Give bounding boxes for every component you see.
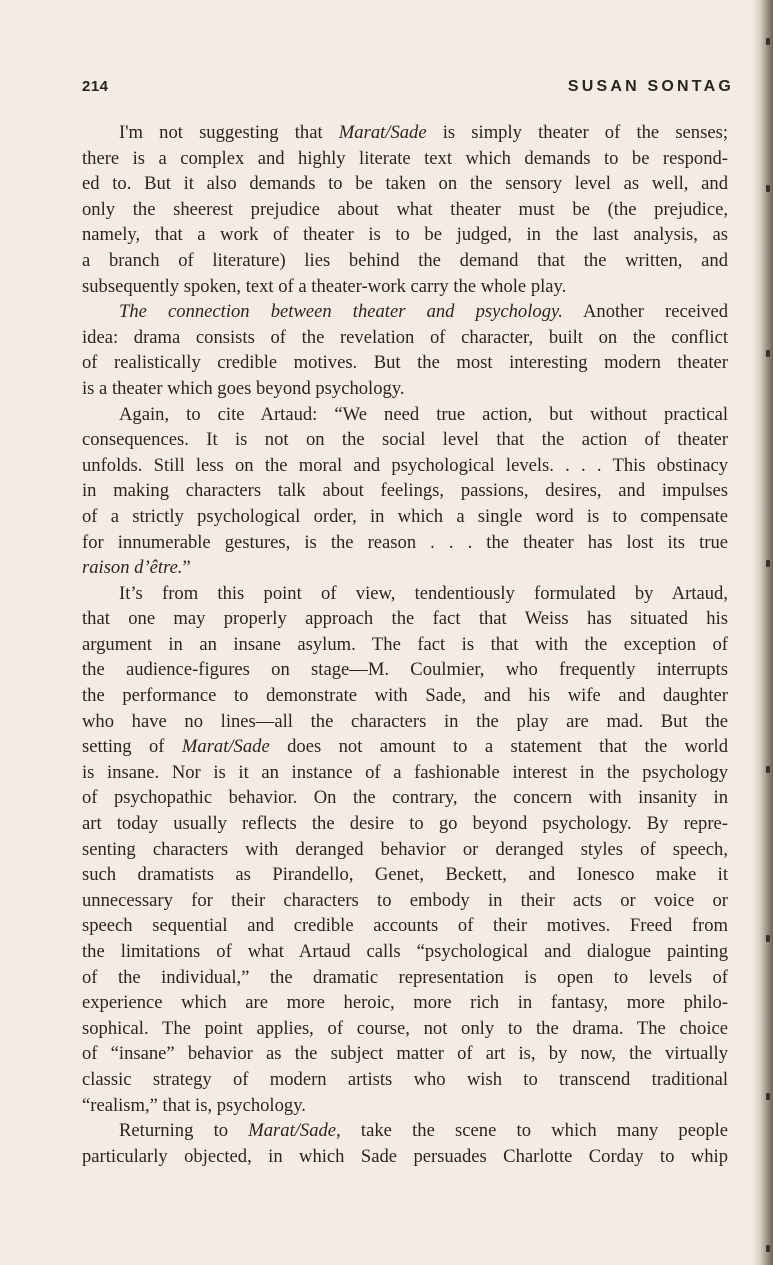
- text-line: [82, 1016, 728, 1042]
- running-head-author: SUSAN SONTAG: [567, 78, 734, 95]
- text-line: [82, 222, 728, 248]
- margin-mark: [766, 1245, 770, 1252]
- margin-mark: [766, 560, 770, 567]
- text-line: [82, 299, 728, 325]
- text-line: [82, 990, 728, 1016]
- text-line: [82, 197, 728, 223]
- text-line: [82, 453, 728, 479]
- text-line: [82, 402, 728, 428]
- text-run: in making characters talk about feelings, passions, desires, and impulses: [82, 480, 728, 502]
- text-run: ed to. But it also demands to be taken on the sensory level as well, and: [82, 173, 728, 195]
- text-line: [82, 274, 728, 300]
- paragraph: [82, 402, 728, 581]
- text-run: the performance to demonstrate with Sade, and his wife and daughter: [82, 685, 728, 707]
- text-line: [82, 811, 728, 837]
- text-line: [82, 913, 728, 939]
- text-line: [82, 581, 728, 607]
- text-run: unfolds. Still less on the moral and psychological levels. . . . This obstinacy: [82, 454, 728, 476]
- text-run: of psychopathic behavior. On the contrary, the concern with insanity in: [82, 787, 728, 809]
- margin-mark: [766, 185, 770, 192]
- paragraph: [82, 299, 728, 401]
- text-run: the audience-figures on stage—M. Coulmier, who frequently interrupts: [82, 659, 728, 681]
- text-run: art today usually reflects the desire to go beyond psychology. By repre-: [82, 813, 728, 835]
- text-run: who have no lines—all the characters in the play are mad. But the: [82, 710, 728, 732]
- text-run: is a theater which goes beyond psychology.: [82, 377, 405, 399]
- text-run: Another received: [562, 301, 728, 323]
- text-run: is simply theater of the senses;: [426, 122, 728, 143]
- text-run: I'm not suggesting that: [119, 122, 339, 143]
- text-line: [82, 888, 728, 914]
- text-line: [82, 1093, 728, 1119]
- text-run: Returning to: [119, 1120, 249, 1142]
- italic-text: raison d’être.: [82, 557, 183, 579]
- text-line: [82, 325, 728, 351]
- margin-mark: [766, 38, 770, 45]
- text-run: subsequently spoken, text of a theater-work carry the whole play.: [82, 275, 567, 297]
- text-line: [82, 965, 728, 991]
- text-line: [82, 248, 728, 274]
- text-line: [82, 1118, 728, 1144]
- text-run: for innumerable gestures, is the reason . . . the theater has lost its true: [82, 531, 728, 553]
- text-line: [82, 530, 728, 556]
- text-line: [82, 709, 728, 735]
- text-run: Again, to cite Artaud: “We need true action, but without practical: [119, 403, 728, 425]
- italic-text: Marat/Sade: [338, 122, 427, 143]
- text-run: speech sequential and credible accounts of their motives. Freed from: [82, 915, 728, 937]
- text-line: [82, 427, 728, 453]
- text-run: sophical. The point applies, of course, not only to the drama. The choice: [82, 1017, 728, 1039]
- text-line: [82, 120, 728, 146]
- text-line: [82, 146, 728, 172]
- page-edge-shadow: [753, 0, 773, 1265]
- page-number: 214: [82, 78, 109, 95]
- text-run: “realism,” that is, psychology.: [82, 1094, 306, 1116]
- text-line: [82, 939, 728, 965]
- italic-text: Marat/Sade: [181, 736, 270, 758]
- text-line: [82, 376, 728, 402]
- text-line: [82, 837, 728, 863]
- margin-mark: [766, 1093, 770, 1100]
- margin-mark: [766, 935, 770, 942]
- text-line: [82, 478, 728, 504]
- text-run: idea: drama consists of the revelation of character, built on the conflict: [82, 326, 728, 348]
- text-run: experience which are more heroic, more rich in fantasy, more philo-: [82, 992, 728, 1014]
- paragraph: [82, 1118, 728, 1169]
- text-run: particularly objected, in which Sade persuades Charlotte Corday to whip: [82, 1145, 728, 1167]
- text-run: classic strategy of modern artists who wish to transcend traditional: [82, 1068, 728, 1090]
- text-run: senting characters with deranged behavior or deranged styles of speech,: [82, 838, 728, 860]
- margin-mark: [766, 350, 770, 357]
- text-line: [82, 683, 728, 709]
- text-run: there is a complex and highly literate text which demands to be respond-: [82, 147, 728, 169]
- text-line: [82, 785, 728, 811]
- text-run: only the sheerest prejudice about what theater must be (the prejudice,: [82, 198, 728, 220]
- text-line: [82, 1041, 728, 1067]
- text-run: argument in an insane asylum. The fact is that with the exception of: [82, 633, 728, 655]
- text-run: of “insane” behavior as the subject matter of art is, by now, the virtually: [82, 1043, 728, 1065]
- text-line: [82, 862, 728, 888]
- text-line: [82, 1067, 728, 1093]
- text-line: [82, 657, 728, 683]
- text-run: is insane. Nor is it an instance of a fashionable interest in the psychology: [82, 761, 728, 783]
- text-run: that one may properly approach the fact that Weiss has situated his: [82, 608, 728, 630]
- text-line: [82, 606, 728, 632]
- text-run: does not amount to a statement that the world: [269, 736, 728, 758]
- text-line: [82, 734, 728, 760]
- text-line: [82, 171, 728, 197]
- text-line: [82, 555, 728, 581]
- body-text: [82, 120, 728, 1169]
- margin-mark: [766, 766, 770, 773]
- text-line: [82, 350, 728, 376]
- running-head: [82, 76, 734, 100]
- text-line: [82, 504, 728, 530]
- text-run: ”: [182, 557, 191, 579]
- text-run: a branch of literature) lies behind the demand that the written, and: [82, 249, 728, 271]
- text-run: of realistically credible motives. But the most interesting modern theater: [82, 352, 728, 374]
- paragraph: [82, 581, 728, 1118]
- italic-text: Marat/Sade: [248, 1120, 337, 1142]
- text-run: of a strictly psychological order, in which a single word is to compensate: [82, 505, 728, 527]
- text-run: of the individual,” the dramatic representation is open to levels of: [82, 966, 728, 988]
- text-line: [82, 632, 728, 658]
- text-run: , take the scene to which many people: [336, 1120, 728, 1142]
- text-run: such dramatists as Pirandello, Genet, Beckett, and Ionesco make it: [82, 864, 728, 886]
- text-run: It’s from this point of view, tendentiously formulated by Artaud,: [119, 582, 728, 604]
- text-run: the limitations of what Artaud calls “psychological and dialogue painting: [82, 941, 728, 962]
- text-line: [82, 1144, 728, 1170]
- text-run: unnecessary for their characters to embody in their acts or voice or: [82, 889, 728, 911]
- text-line: [82, 760, 728, 786]
- text-run: consequences. It is not on the social level that the action of theater: [82, 429, 728, 451]
- text-run: setting of: [82, 736, 182, 758]
- paragraph: [82, 120, 728, 299]
- text-run: namely, that a work of theater is to be judged, in the last analysis, as: [82, 224, 728, 246]
- italic-text: The connection between theater and psychology.: [119, 301, 563, 323]
